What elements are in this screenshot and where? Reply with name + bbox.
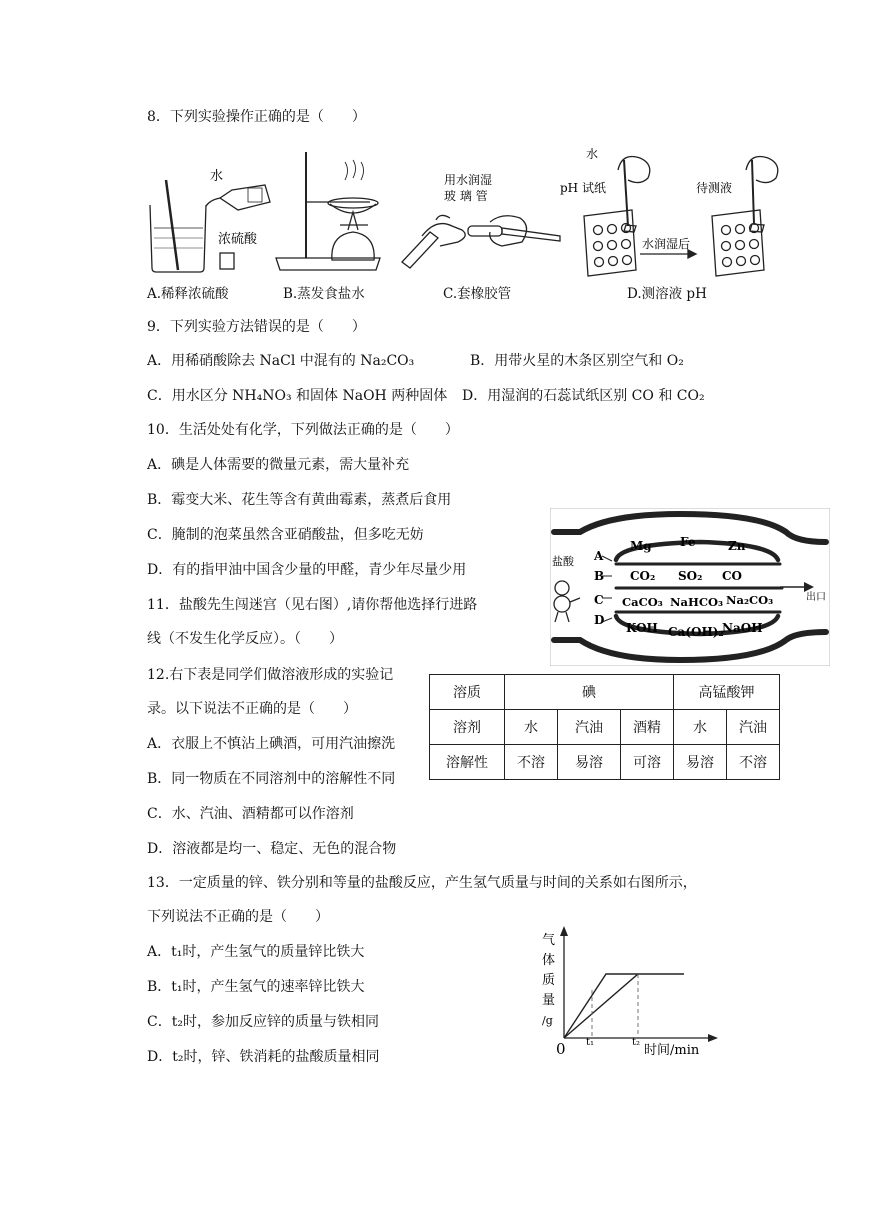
q9-option-a: A．用稀硝酸除去 NaCl 中混有的 Na₂CO₃: [147, 353, 415, 369]
q12-stem-line-2: 录。以下说法不正确的是（ ）: [147, 701, 357, 717]
q13-option-b: B．t₁时，产生氢气的速率锌比铁大: [147, 979, 365, 995]
q8-stem: 8．下列实验操作正确的是（ ）: [147, 109, 366, 125]
q10-option-a: A．碘是人体需要的微量元素，需大量补充: [147, 457, 410, 473]
table-cell: 不溶: [727, 745, 780, 780]
q12-option-b: B．同一物质在不同溶剂中的溶解性不同: [147, 771, 396, 787]
solution-table: [429, 674, 780, 780]
table-cell: 汽油: [727, 710, 780, 745]
figure-c-tube: [402, 215, 560, 268]
q9-stem: 9．下列实验方法错误的是（ ）: [147, 319, 366, 335]
label-wet-glass-1: 用水润湿: [444, 173, 493, 187]
route-c-letter: C: [594, 593, 604, 607]
q8-caption-a: A.稀释浓硫酸: [147, 286, 229, 302]
q8-caption-c: C.套橡胶管: [443, 286, 512, 302]
q10-option-b: B．霉变大米、花生等含有黄曲霉素，蒸煮后食用: [147, 492, 452, 508]
table-solute-iodine: 碘: [505, 675, 674, 710]
route-d-letter: D: [594, 613, 605, 627]
table-row: [430, 710, 780, 745]
table-cell: 水: [674, 710, 727, 745]
zinc-curve: [564, 974, 684, 1038]
table-header-solute: 溶质: [430, 675, 505, 710]
route-b-letter: B: [594, 569, 605, 583]
graph-origin: 0: [556, 1040, 566, 1058]
label-after-wet: 水润湿后: [642, 237, 691, 251]
q12-option-d: D．溶液都是均一、稳定、无色的混合物: [147, 841, 397, 857]
iron-curve: [564, 974, 638, 1038]
q13-stem-line-1: 13．一定质量的锌、铁分别和等量的盐酸反应，产生氢气质量与时间的关系如右图所示，: [147, 875, 697, 891]
table-cell: 水: [505, 710, 558, 745]
route-a-letter: A: [594, 549, 604, 563]
q12-option-a: A．衣服上不慎沾上碘酒，可用汽油擦洗: [147, 736, 396, 752]
route-a-item-2: Fe: [680, 535, 696, 549]
route-a-item-1: Mg: [630, 539, 652, 553]
y-label-char: 气: [542, 933, 556, 948]
q10-stem: 10．生活处处有化学，下列做法正确的是（ ）: [147, 422, 459, 438]
maze-hero: 盐酸: [552, 555, 574, 568]
table-cell: 易溶: [674, 745, 727, 780]
q10-option-d: D．有的指甲油中国含少量的甲醛，青少年尽量少用: [147, 562, 467, 578]
route-a-item-3: Zn: [728, 539, 746, 553]
label-test-liquid: 待测液: [696, 181, 733, 195]
q12-stem-line-1: 12.右下表是同学们做溶液形成的实验记: [147, 667, 394, 683]
route-d-item-2: Ca(OH)₂: [668, 625, 724, 639]
q9-option-d: D．用湿润的石蕊试纸区别 CO 和 CO₂: [462, 388, 705, 404]
route-c-item-1: CaCO₃: [622, 595, 663, 609]
q13-stem-line-2: 下列说法不正确的是（ ）: [147, 909, 329, 925]
label-conc-acid: 浓硫酸: [218, 232, 258, 247]
hydrogen-mass-graph: [536, 922, 726, 1064]
label-ph-paper: pH 试纸: [560, 181, 606, 195]
tick-t2: t₂: [632, 1037, 641, 1048]
q11-stem-line-1: 11．盐酸先生闯迷宫（见右图）,请你帮他选择行进路: [147, 597, 478, 613]
table-solute-kmno4: 高锰酸钾: [674, 675, 780, 710]
y-label-char: 量: [542, 993, 556, 1008]
route-d-item-1: KOH: [626, 621, 658, 635]
route-c-item-2: NaHCO₃: [670, 595, 724, 609]
route-b-item-1: CO₂: [630, 569, 656, 583]
table-cell: 易溶: [558, 745, 621, 780]
label-water-a: 水: [210, 169, 224, 184]
label-wet-glass-2: 玻 璃 管: [444, 189, 488, 203]
tick-t1: t₁: [586, 1037, 595, 1048]
q8-caption-b: B.蒸发食盐水: [283, 286, 365, 302]
q12-option-c: C．水、汽油、酒精都可以作溶剂: [147, 806, 354, 822]
q11-stem-line-2: 线（不发生化学反应）。（ ）: [147, 631, 343, 647]
q9-option-b: B．用带火星的木条区别空气和 O₂: [470, 353, 684, 369]
y-label-unit: /g: [542, 1014, 553, 1027]
label-water-d: 水: [586, 147, 599, 161]
table-cell: 汽油: [558, 710, 621, 745]
q10-option-c: C．腌制的泡菜虽然含亚硝酸盐，但多吃无妨: [147, 527, 424, 543]
route-d-item-3: NaOH: [722, 621, 763, 635]
maze-exit: 出口: [806, 592, 826, 603]
figure-b-evaporate: [276, 152, 380, 270]
table-cell: 酒精: [621, 710, 674, 745]
route-b-item-2: SO₂: [678, 569, 703, 583]
table-row: [430, 675, 780, 710]
route-c-item-3: Na₂CO₃: [726, 593, 774, 607]
table-cell: 不溶: [505, 745, 558, 780]
q13-option-c: C．t₂时，参加反应锌的质量与铁相同: [147, 1014, 379, 1030]
y-label-char: 质: [542, 973, 556, 988]
q13-option-d: D．t₂时，锌、铁消耗的盐酸质量相同: [147, 1049, 380, 1065]
route-b-item-3: CO: [722, 569, 743, 583]
figure-a-dilute-acid: [150, 180, 270, 272]
q13-option-a: A．t₁时，产生氢气的质量锌比铁大: [147, 944, 365, 960]
table-header-solvent: 溶剂: [430, 710, 505, 745]
y-label-char: 体: [542, 953, 556, 968]
q9-option-c: C．用水区分 NH₄NO₃ 和固体 NaOH 两种固体: [147, 388, 448, 404]
figure-d-ph-test: [584, 157, 778, 277]
q8-caption-d: D.测溶液 pH: [627, 286, 707, 302]
table-row: [430, 745, 780, 780]
q8-figures: [140, 140, 820, 280]
table-header-solubility: 溶解性: [430, 745, 505, 780]
maze-figure: [550, 508, 830, 666]
x-axis-label: 时间/min: [644, 1043, 700, 1058]
table-cell: 可溶: [621, 745, 674, 780]
